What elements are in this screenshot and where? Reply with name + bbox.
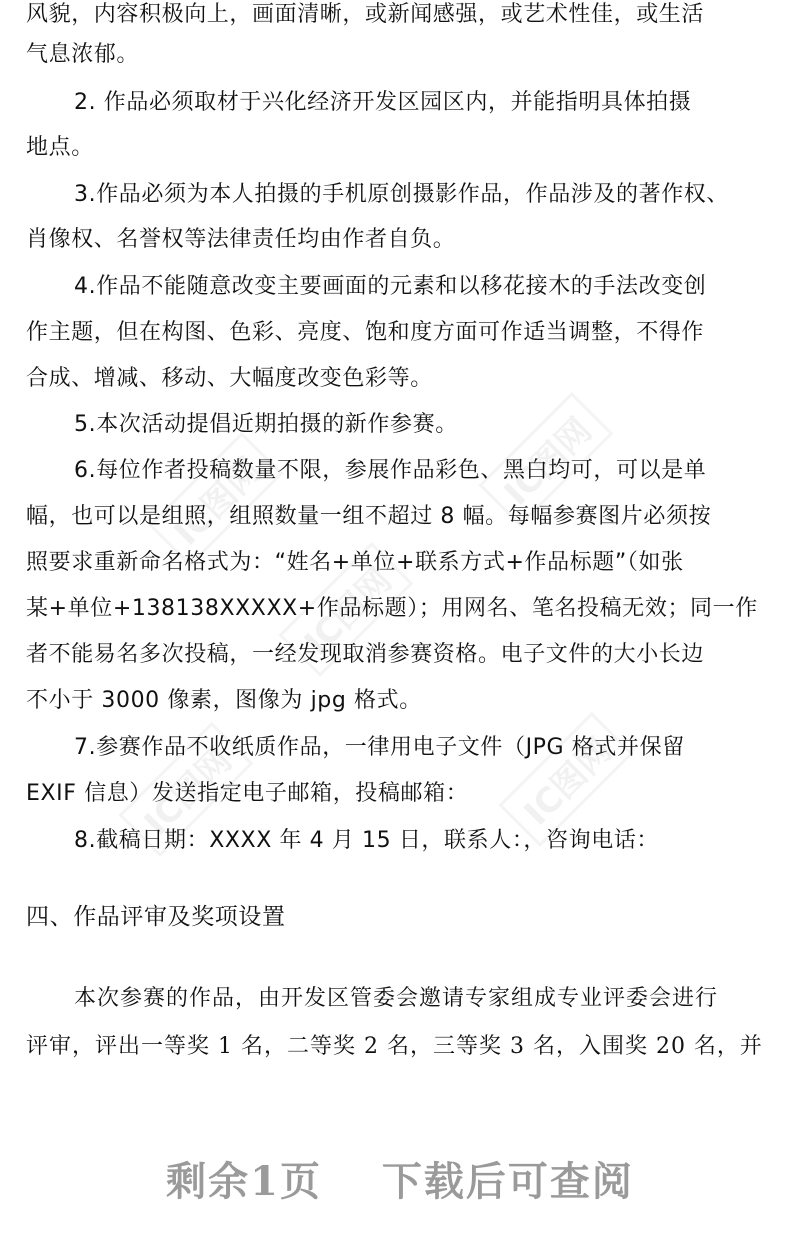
paragraph-line: 者不能易名多次投稿，一经发现取消参赛资格。电子文件的大小长边 <box>26 642 705 667</box>
paragraph-line: 4.作品不能随意改变主要画面的元素和以移花接木的手法改变创 <box>74 274 707 299</box>
paragraph-line: 不小于 3000 像素，图像为 jpg 格式。 <box>26 688 422 713</box>
download-to-view-label[interactable]: 下载后可查阅 <box>381 1158 634 1205</box>
paragraph-line: 风貌，内容积极向上，画面清晰，或新闻感强，或艺术性佳，或生活 <box>26 2 705 27</box>
paragraph-line: 某+单位+138138XXXXX+作品标题）；用网名、笔名投稿无效；同一作 <box>26 596 758 621</box>
paragraph-line: 合成、增减、移动、大幅度改变色彩等。 <box>26 366 433 391</box>
watermark: IC图网 <box>498 712 633 847</box>
paragraph-line: 6.每位作者投稿数量不限，参展作品彩色、黑白均可，可以是单 <box>74 458 707 483</box>
paragraph-line: 7.参赛作品不收纸质作品，一律用电子文件（JPG 格式并保留 <box>74 735 685 760</box>
paragraph-line: 5.本次活动提倡近期拍摄的新作参赛。 <box>74 412 458 437</box>
paragraph-line: 地点。 <box>26 135 94 160</box>
section-heading: 四、作品评审及奖项设置 <box>26 904 286 930</box>
paragraph-line: 气息浓郁。 <box>26 42 140 67</box>
remaining-pages-label: 剩余1页 <box>166 1158 322 1205</box>
watermark: IC图网 <box>148 432 283 567</box>
paragraph-line: EXIF 信息）发送指定电子邮箱，投稿邮箱： <box>26 781 469 806</box>
paragraph-line: 3.作品必须为本人拍摄的手机原创摄影作品，作品涉及的著作权、 <box>74 182 729 207</box>
paragraph-line: 幅，也可以是组照，组照数量一组不超过 8 幅。每幅参赛图片必须按 <box>26 504 712 529</box>
paragraph-line: 8.截稿日期：XXXX 年 4 月 15 日，联系人：，咨询电话： <box>74 828 660 853</box>
paragraph-line: 2. 作品必须取材于兴化经济开发区园区内，并能指明具体拍摄 <box>74 90 692 115</box>
paragraph-line: 作主题，但在构图、色彩、亮度、饱和度方面可作适当调整，不得作 <box>26 320 705 345</box>
watermark: IC图网 <box>118 722 253 857</box>
paragraph-line: 肖像权、名誉权等法律责任均由作者自负。 <box>26 227 456 252</box>
watermark: IC图网 <box>278 542 413 677</box>
download-prompt[interactable] <box>0 1150 800 1210</box>
paragraph-line: 照要求重新命名格式为：“姓名+单位+联系方式+作品标题”（如张 <box>26 550 684 575</box>
paragraph-line: 评审，评出一等奖 1 名，二等奖 2 名，三等奖 3 名，入围奖 20 名，并 <box>26 1034 763 1059</box>
paragraph-line: 本次参赛的作品，由开发区管委会邀请专家组成专业评委会进行 <box>74 986 719 1011</box>
watermark: IC图网 <box>478 392 613 527</box>
